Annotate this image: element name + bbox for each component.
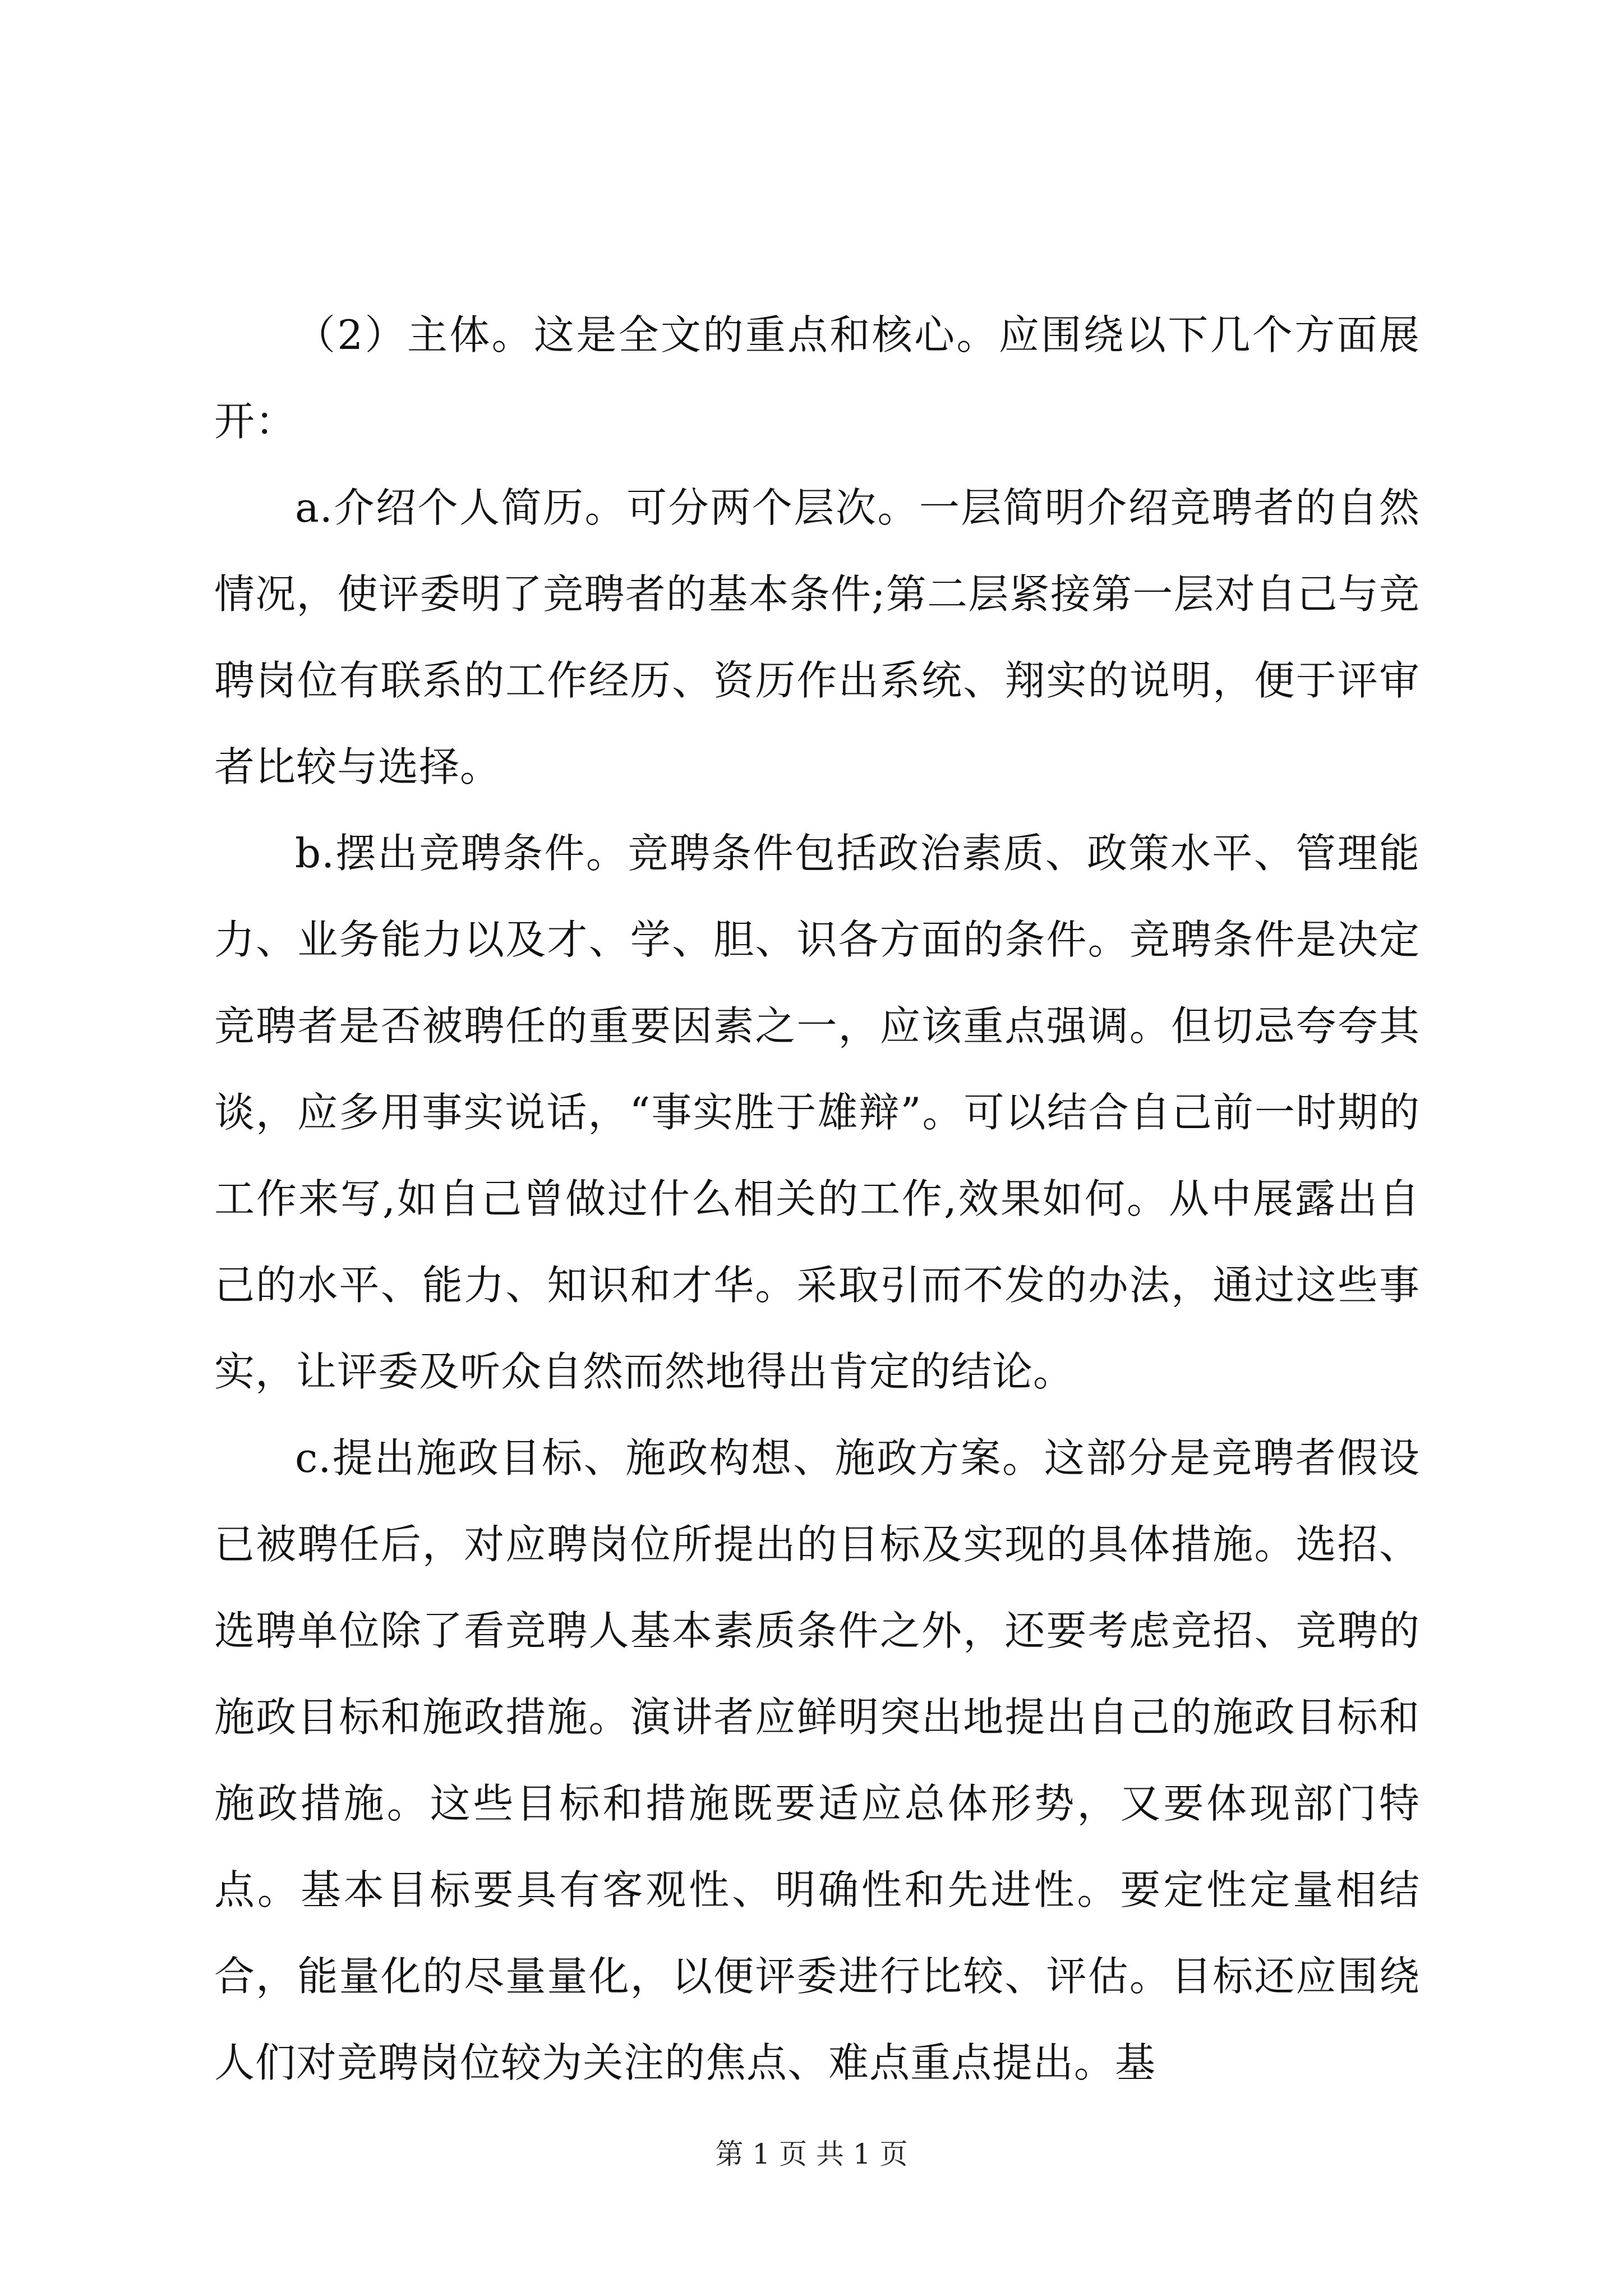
paragraph-conditions: b.摆出竞聘条件。竞聘条件包括政治素质、政策水平、管理能力、业务能力以及才、学、胆、识各方面的条件。竞聘条件是决定竞聘者是否被聘任的重要因素之一，应该重点强调。但切忌夸夸其谈，应多用事实说话，“事实胜于雄辩”。可以结合自己前一时期的工作来写,如自己曾做过什么相关的工作,效果如何。从中展露出自己的水平、能力、知识和才华。采取引而不发的办法，通过这些事实，让评委及听众自然而然地得出肯定的结论。 (214, 830, 1420, 1395)
paragraph-goals: c.提出施政目标、施政构想、施政方案。这部分是竞聘者假设已被聘任后，对应聘岗位所提出的目标及实现的具体措施。选招、选聘单位除了看竞聘人基本素质条件之外，还要考虑竞招、竞聘的施政目标和施政措施。演讲者应鲜明突出地提出自己的施政目标和施政措施。这些目标和措施既要适应总体形势，又要体现部门特点。基本目标要具有客观性、明确性和先进性。要定性定量相结合，能量化的尽量量化，以便评委进行比较、评估。目标还应围绕人们对竞聘岗位较为关注的焦点、难点重点提出。基 (214, 1434, 1420, 2086)
paragraph-main-body: （2）主体。这是全文的重点和核心。应围绕以下几个方面展开： (214, 311, 1420, 445)
paragraph-resume: a.介绍个人简历。可分两个层次。一层简明介绍竞聘者的自然情况，使评委明了竞聘者的基本条件;第二层紧接第一层对自己与竞聘岗位有联系的工作经历、资历作出系统、翔实的说明，便于评审者比较与选择。 (214, 484, 1420, 790)
document-body (214, 292, 1420, 2106)
page-footer: 第 1 页 共 1 页 (715, 2138, 908, 2170)
